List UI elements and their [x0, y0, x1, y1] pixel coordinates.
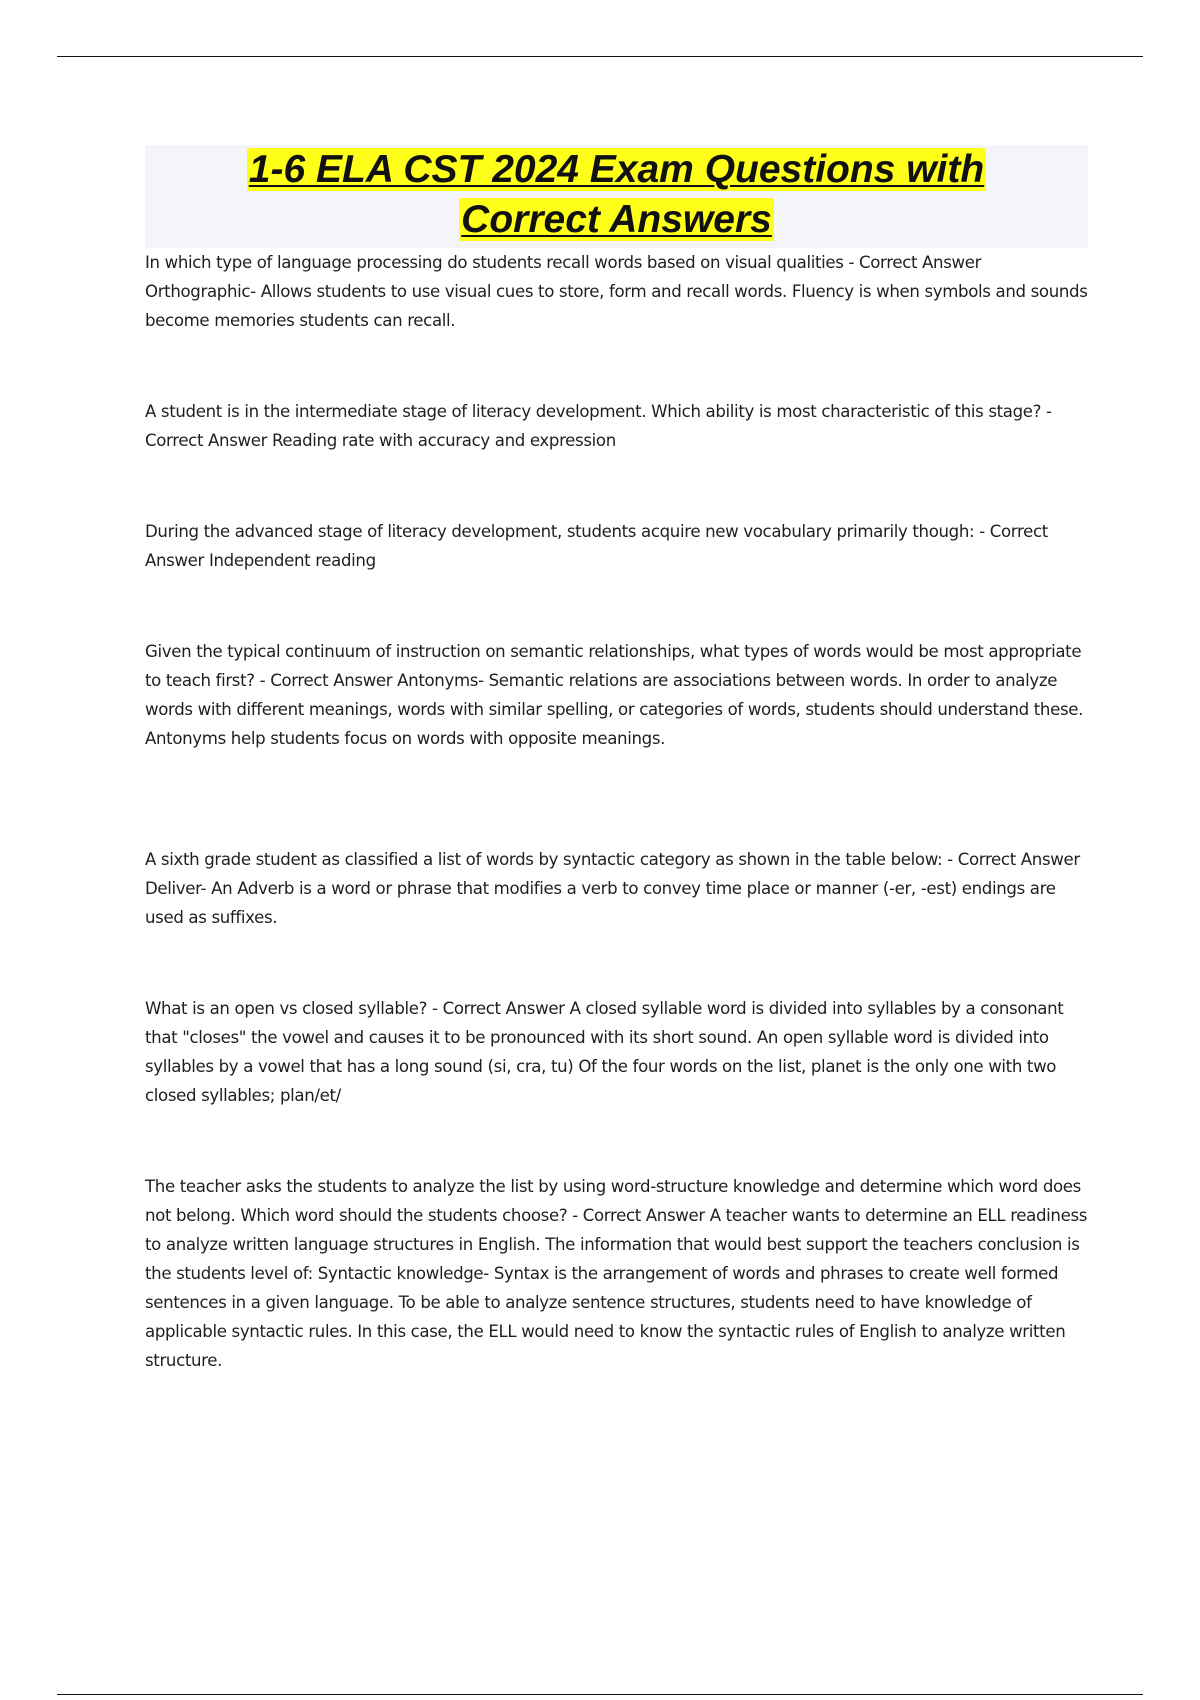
title-line-1-text: 1-6 ELA CST 2024 Exam Questions with	[248, 148, 985, 191]
title-line-1	[145, 145, 1088, 195]
qa-item-intermediate-stage: A student is in the intermediate stage of literacy development. Which ability is most characteristic of this stage? - Correct Answer Reading rate with accuracy and expression	[145, 402, 1052, 450]
top-rule	[57, 56, 1143, 57]
document-title	[145, 145, 1088, 248]
title-line-2-text: Correct Answers	[461, 198, 772, 241]
bottom-rule	[57, 1694, 1143, 1695]
title-line-2	[145, 195, 1088, 245]
qa-item-semantic-relationships: Given the typical continuum of instruction on semantic relationships, what types of words would be most appropriate to teach first? - Correct Answer Antonyms- Semantic relations are associations between words. In order to analyze words with different meanings, words with similar spelling, or categories of words, students should understand these. Antonyms help students focus on words with opposite meanings.	[145, 642, 1084, 748]
qa-item-orthographic: In which type of language processing do students recall words based on visual qualities - Correct Answer Orthographic- Allows students to use visual cues to store, form and recall words. Fluency is when symbols and sounds become memories students can recall.	[145, 253, 1088, 330]
qa-item-advanced-stage: During the advanced stage of literacy development, students acquire new vocabulary primarily though: - Correct Answer Independent reading	[145, 522, 1048, 570]
qa-item-open-closed-syllable: What is an open vs closed syllable? - Correct Answer A closed syllable word is divided into syllables by a consonant that "closes" the vowel and causes it to be pronounced with its short sound. An open syllable word is divided into syllables by a vowel that has a long sound (si, cra, tu) Of the four words on the list, planet is the only one with two closed syllables; plan/et/	[145, 999, 1064, 1105]
qa-item-syntactic-category: A sixth grade student as classified a list of words by syntactic category as shown in the table below: - Correct Answer Deliver- An Adverb is a word or phrase that modifies a verb to convey time place or manner (-er, -est) endings are used as suffixes.	[145, 850, 1080, 927]
qa-item-word-structure: The teacher asks the students to analyze the list by using word-structure knowledge and determine which word does not belong. Which word should the students choose? - Correct Answer A teacher wants to determine an ELL readiness to analyze written language structures in English. The information that would best support the teachers conclusion is the students level of: Syntactic knowledge- Syntax is the arrangement of words and phrases to create well formed sentences in a given language. To be able to analyze sentence structures, students need to have knowledge of applicable syntactic rules. In this case, the ELL would need to know the syntactic rules of English to analyze written structure.	[145, 1177, 1088, 1370]
